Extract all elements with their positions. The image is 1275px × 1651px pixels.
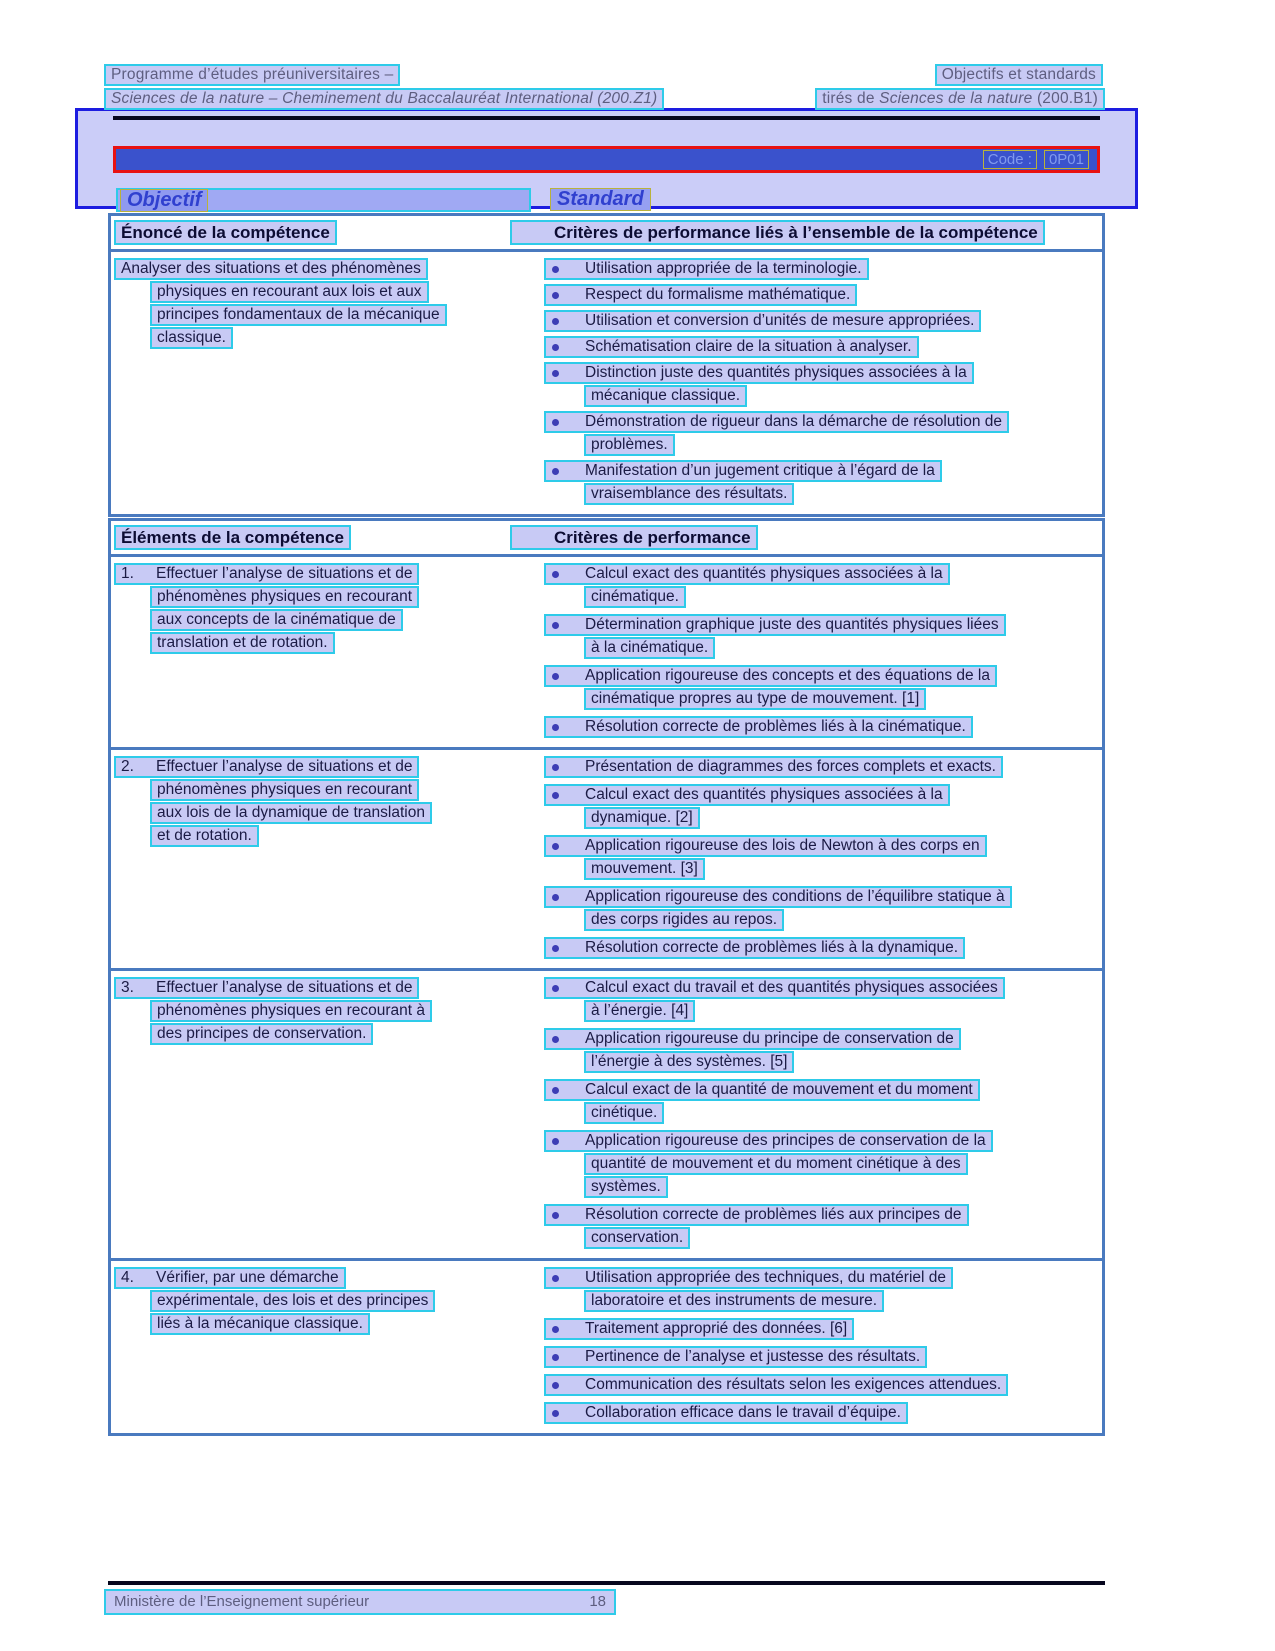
criterion-highlight — [544, 1374, 1008, 1396]
criterion-highlight — [584, 1102, 664, 1124]
criterion-text: Utilisation appropriée de la terminologie. — [585, 260, 862, 277]
criterion — [544, 1130, 1102, 1198]
header-right-line2-suffix: (200.B1) — [1032, 90, 1098, 107]
criterion — [544, 937, 1102, 959]
criterion-first-line — [544, 336, 1102, 358]
criterion — [544, 1402, 1102, 1424]
header-left-line2 — [104, 88, 664, 110]
bullet-icon — [552, 764, 559, 771]
statement-line — [150, 1023, 510, 1045]
header-left-line1 — [104, 64, 400, 86]
statement-text: expérimentale, des lois et des principes — [157, 1292, 429, 1309]
statement-text: phénomènes physiques en recourant — [157, 588, 413, 605]
footer-page-number: 18 — [589, 1593, 606, 1610]
bullet-icon — [552, 1087, 559, 1094]
criterion-text: Application rigoureuse des concepts et des équations de la — [585, 667, 990, 684]
criterion-highlight — [584, 483, 794, 505]
criterion-first-line — [544, 886, 1102, 908]
criterion-text: Distinction juste des quantités physiques associées à la — [585, 364, 967, 381]
criterion-text: Collaboration efficace dans le travail d’équipe. — [585, 1404, 901, 1421]
criterion-text: Application rigoureuse du principe de conservation de — [585, 1030, 954, 1047]
statement-highlight — [150, 1000, 432, 1022]
code-banner — [113, 146, 1100, 173]
statement-highlight — [150, 825, 259, 847]
criterion-text: Traitement approprié des données. [6] — [585, 1320, 848, 1337]
elements-table-header — [111, 521, 1102, 557]
criterion-highlight — [584, 1153, 968, 1175]
criterion-text: mouvement. [3] — [591, 860, 698, 877]
code-label: Code : — [983, 150, 1037, 169]
criterion — [544, 362, 1102, 407]
statement-text: physiques en recourant aux lois et aux — [157, 283, 422, 300]
criterion-text: vraisemblance des résultats. — [591, 485, 788, 502]
item-number: 2. — [121, 758, 134, 775]
bullet-icon — [552, 318, 559, 325]
bullet-icon — [552, 945, 559, 952]
bullet-icon — [552, 571, 559, 578]
criterion-first-line — [544, 1267, 1102, 1289]
statement-highlight — [114, 563, 419, 585]
criterion — [544, 614, 1102, 659]
criterion-highlight — [544, 614, 1006, 636]
bullet-icon — [552, 894, 559, 901]
bullet-icon — [552, 792, 559, 799]
criterion-highlight — [584, 807, 700, 829]
criterion-text: Calcul exact des quantités physiques associées à la — [585, 565, 943, 582]
criterion-highlight — [544, 411, 1009, 433]
criterion-highlight — [544, 1028, 961, 1050]
criterion-first-line — [544, 1374, 1102, 1396]
criterion-highlight — [544, 886, 1012, 908]
criterion-text: Détermination graphique juste des quantités physiques liées — [585, 616, 999, 633]
header-right-line2-course: Sciences de la nature — [879, 90, 1033, 107]
criterion-highlight — [544, 1267, 953, 1289]
criterion — [544, 411, 1102, 456]
criterion-first-line — [544, 362, 1102, 384]
criterion-first-line — [544, 284, 1102, 306]
criterion-highlight — [544, 284, 857, 306]
criterion-first-line — [544, 1402, 1102, 1424]
objectif-highlight-bar — [116, 188, 531, 212]
criterion-line — [584, 586, 1102, 608]
criterion-highlight — [584, 1227, 690, 1249]
criterion-first-line — [544, 1028, 1102, 1050]
criterion-text: Calcul exact de la quantité de mouvement et du moment — [585, 1081, 973, 1098]
criterion-text: dynamique. [2] — [591, 809, 693, 826]
bullet-icon — [552, 724, 559, 731]
criterion-highlight — [544, 756, 1003, 778]
header-right-line2 — [815, 88, 1105, 110]
bullet-icon — [552, 1212, 559, 1219]
criterion-highlight — [544, 977, 1005, 999]
footer-rule — [108, 1581, 1105, 1585]
criterion — [544, 460, 1102, 505]
criterion-line — [584, 858, 1102, 880]
element-row — [111, 1258, 1102, 1433]
statement-line — [150, 779, 510, 801]
criterion-line — [584, 637, 1102, 659]
criterion-text: Application rigoureuse des lois de Newton à des corps en — [585, 837, 980, 854]
criterion-highlight — [544, 1204, 969, 1226]
criterion-text: Respect du formalisme mathématique. — [585, 286, 851, 303]
criterion-highlight — [544, 1079, 980, 1101]
criterion-text: Résolution correcte de problèmes liés aux principes de — [585, 1206, 962, 1223]
statement-text: classique. — [157, 329, 226, 346]
elements-header-left: Éléments de la compétence — [114, 525, 351, 550]
criterion-highlight — [544, 362, 974, 384]
statement-text: Analyser des situations et des phénomènes — [121, 260, 421, 277]
criterion-text: laboratoire et des instruments de mesure. — [591, 1292, 878, 1309]
statement-line — [150, 327, 510, 349]
criterion-line — [584, 1227, 1102, 1249]
bullet-icon — [552, 673, 559, 680]
statement-highlight — [150, 586, 419, 608]
criterion — [544, 310, 1102, 332]
criterion-highlight — [544, 784, 950, 806]
criterion-first-line — [544, 937, 1102, 959]
competence-header-right-cell — [510, 220, 1102, 245]
criterion — [544, 1318, 1102, 1340]
criterion — [544, 1079, 1102, 1124]
criterion-first-line — [544, 784, 1102, 806]
criterion-line — [584, 1000, 1102, 1022]
statement-line — [150, 825, 510, 847]
statement-highlight — [150, 281, 429, 303]
criterion-first-line — [544, 665, 1102, 687]
header-right-line1-text: Objectifs et standards — [935, 64, 1103, 86]
criterion — [544, 1346, 1102, 1368]
statement-text: phénomènes physiques en recourant — [157, 781, 413, 798]
criterion-line — [584, 434, 1102, 456]
criterion-text: Pertinence de l’analyse et justesse des résultats. — [585, 1348, 921, 1365]
item-number: 4. — [121, 1269, 134, 1286]
criterion-first-line — [544, 460, 1102, 482]
criterion-highlight — [584, 1051, 794, 1073]
competence-table-header — [111, 216, 1102, 252]
criterion-text: cinématique. — [591, 588, 679, 605]
header-left-line1-text: Programme d’études préuniversitaires – — [104, 64, 400, 86]
statement-highlight — [150, 802, 432, 824]
criterion-text: l’énergie à des systèmes. [5] — [591, 1053, 788, 1070]
element-row — [111, 557, 1102, 747]
statement-line — [150, 1000, 510, 1022]
criterion — [544, 716, 1102, 738]
statement-highlight — [150, 1313, 370, 1335]
bullet-icon — [552, 1275, 559, 1282]
criterion-text: problèmes. — [591, 436, 668, 453]
criterion-first-line — [544, 1346, 1102, 1368]
competence-header-right: Critères de performance liés à l’ensemble de la compétence — [510, 220, 1045, 245]
criterion-highlight — [584, 858, 705, 880]
criterion-highlight — [584, 385, 747, 407]
bullet-icon — [552, 1382, 559, 1389]
competence-header-left-cell — [111, 220, 510, 245]
elements-header-left-cell — [111, 525, 510, 550]
bullet-icon — [552, 266, 559, 273]
item-number: 1. — [121, 565, 134, 582]
bullet-icon — [552, 843, 559, 850]
criterion-highlight — [584, 688, 926, 710]
criterion — [544, 665, 1102, 710]
criterion-line — [584, 1290, 1102, 1312]
bullet-icon — [552, 344, 559, 351]
statement-line — [150, 632, 510, 654]
criterion-highlight — [584, 909, 784, 931]
statement-highlight — [114, 258, 428, 280]
statement-text: Effectuer l’analyse de situations et de — [156, 565, 413, 582]
bullet-icon — [552, 1036, 559, 1043]
bullet-icon — [552, 292, 559, 299]
criterion-highlight — [544, 835, 987, 857]
statement-text: et de rotation. — [157, 827, 252, 844]
element-statement-cell — [111, 1267, 510, 1425]
footer-text: Ministère de l’Enseignement supérieur — [114, 1593, 370, 1610]
elements-header-right: Critères de performance — [510, 525, 758, 550]
statement-text: principes fondamentaux de la mécanique — [157, 306, 440, 323]
code-value: 0P01 — [1044, 150, 1089, 169]
objectif-heading: Objectif — [120, 189, 208, 212]
criterion-text: Application rigoureuse des conditions de l’équilibre statique à — [585, 888, 1005, 905]
competence-header-left: Énoncé de la compétence — [114, 220, 337, 245]
criterion-highlight — [584, 637, 715, 659]
header-left-line2-text: Sciences de la nature – Cheminement du Baccalauréat International (200.Z1) — [104, 88, 664, 110]
statement-text: aux lois de la dynamique de translation — [157, 804, 425, 821]
criterion — [544, 1267, 1102, 1312]
criterion — [544, 1028, 1102, 1073]
statement-highlight — [150, 327, 233, 349]
statement-text: aux concepts de la cinématique de — [157, 611, 396, 628]
criterion-text: Présentation de diagrammes des forces complets et exacts. — [585, 758, 996, 775]
criterion-highlight — [584, 586, 686, 608]
statement-first-line — [114, 1267, 510, 1289]
element-criteria-cell — [510, 1267, 1102, 1425]
statement-first-line — [114, 756, 510, 778]
criterion-highlight — [584, 1290, 884, 1312]
statement-text: liés à la mécanique classique. — [157, 1315, 363, 1332]
bullet-icon — [552, 1354, 559, 1361]
criterion-first-line — [544, 756, 1102, 778]
bullet-icon — [552, 1326, 559, 1333]
bullet-icon — [552, 985, 559, 992]
statement-line — [150, 586, 510, 608]
statement-text: Vérifier, par une démarche — [156, 1269, 339, 1286]
criterion-text: Calcul exact du travail et des quantités physiques associées — [585, 979, 998, 996]
statement-first-line — [114, 563, 510, 585]
elements-table — [108, 518, 1105, 1436]
statement-line — [150, 609, 510, 631]
criterion-highlight — [584, 434, 675, 456]
element-row — [111, 747, 1102, 968]
criterion — [544, 1374, 1102, 1396]
criterion-text: Résolution correcte de problèmes liés à la cinématique. — [585, 718, 966, 735]
statement-text: Effectuer l’analyse de situations et de — [156, 979, 413, 996]
statement-text: translation et de rotation. — [157, 634, 328, 651]
criterion-text: cinématique propres au type de mouvement. [1] — [591, 690, 920, 707]
element-criteria-cell — [510, 756, 1102, 960]
bullet-icon — [552, 419, 559, 426]
criterion-first-line — [544, 1130, 1102, 1152]
criterion-text: cinétique. — [591, 1104, 658, 1121]
statement-text: des principes de conservation. — [157, 1025, 367, 1042]
criterion-highlight — [544, 1346, 927, 1368]
bullet-icon — [552, 622, 559, 629]
criterion — [544, 284, 1102, 306]
criterion-text: à l’énergie. [4] — [591, 1002, 689, 1019]
criterion-first-line — [544, 411, 1102, 433]
title-box — [75, 108, 1138, 209]
statement-highlight — [150, 1023, 373, 1045]
criterion-highlight — [584, 1000, 695, 1022]
criterion-first-line — [544, 1079, 1102, 1101]
statement-line — [150, 802, 510, 824]
criterion-text: Communication des résultats selon les exigences attendues. — [585, 1376, 1002, 1393]
criterion-text: Schématisation claire de la situation à analyser. — [585, 338, 912, 355]
element-criteria-cell — [510, 977, 1102, 1250]
criterion-line — [584, 1051, 1102, 1073]
criterion-text: quantité de mouvement et du moment cinétique à des — [591, 1155, 961, 1172]
bullet-icon — [552, 1410, 559, 1417]
header-right-line1 — [935, 64, 1103, 86]
criterion-text: Manifestation d’un jugement critique à l’égard de la — [585, 462, 935, 479]
criterion — [544, 258, 1102, 280]
statement-text: phénomènes physiques en recourant à — [157, 1002, 425, 1019]
statement-text: Effectuer l’analyse de situations et de — [156, 758, 413, 775]
criterion-first-line — [544, 563, 1102, 585]
criterion-line — [584, 909, 1102, 931]
criterion-line — [584, 1102, 1102, 1124]
criterion-first-line — [544, 835, 1102, 857]
criterion-highlight — [544, 258, 869, 280]
item-number: 3. — [121, 979, 134, 996]
statement-first-line — [114, 977, 510, 999]
criterion-first-line — [544, 716, 1102, 738]
statement-highlight — [150, 1290, 435, 1312]
criterion-text: Utilisation et conversion d’unités de mesure appropriées. — [585, 312, 975, 329]
footer — [104, 1589, 616, 1615]
criterion-text: Démonstration de rigueur dans la démarche de résolution de — [585, 413, 1003, 430]
criterion-text: mécanique classique. — [591, 387, 741, 404]
criterion — [544, 1204, 1102, 1249]
criterion-highlight — [544, 563, 950, 585]
criterion-first-line — [544, 977, 1102, 999]
criterion — [544, 563, 1102, 608]
criterion-first-line — [544, 614, 1102, 636]
statement-highlight — [150, 609, 403, 631]
criterion-first-line — [544, 1204, 1102, 1226]
elements-header-right-cell — [510, 525, 1102, 550]
element-statement-cell — [111, 977, 510, 1250]
criterion-line — [584, 807, 1102, 829]
element-row — [111, 968, 1102, 1258]
criterion-first-line — [544, 258, 1102, 280]
criterion-highlight — [544, 310, 981, 332]
criterion-first-line — [544, 310, 1102, 332]
criterion-first-line — [544, 1318, 1102, 1340]
statement-highlight — [114, 756, 419, 778]
header-right-line2-prefix: tirés de — [822, 90, 880, 107]
criterion-highlight — [544, 716, 973, 738]
standard-heading: Standard — [550, 188, 651, 211]
criterion-line — [584, 483, 1102, 505]
criterion-line — [584, 385, 1102, 407]
competence-table — [108, 213, 1105, 517]
bullet-icon — [552, 370, 559, 377]
statement-highlight — [114, 977, 419, 999]
bullet-icon — [552, 1138, 559, 1145]
criterion-highlight — [544, 1130, 993, 1152]
criterion-text: conservation. — [591, 1229, 684, 1246]
bullet-icon — [552, 468, 559, 475]
criterion-text: à la cinématique. — [591, 639, 709, 656]
criterion-text: systèmes. — [591, 1178, 661, 1195]
criterion-line — [584, 688, 1102, 710]
criterion-text: Utilisation appropriée des techniques, du matériel de — [585, 1269, 947, 1286]
criterion-line — [584, 1153, 1102, 1175]
criterion-highlight — [544, 937, 965, 959]
statement-line — [150, 1313, 510, 1335]
criterion-text: Application rigoureuse des principes de conservation de la — [585, 1132, 986, 1149]
criterion — [544, 336, 1102, 358]
statement-highlight — [114, 1267, 346, 1289]
criterion-text: Résolution correcte de problèmes liés à la dynamique. — [585, 939, 959, 956]
criterion — [544, 977, 1102, 1022]
criterion-text: des corps rigides au repos. — [591, 911, 778, 928]
statement-line — [150, 304, 510, 326]
statement-highlight — [150, 304, 447, 326]
criterion-line — [584, 1176, 1102, 1198]
criterion-highlight — [584, 1176, 668, 1198]
criterion-highlight — [544, 460, 942, 482]
statement-line — [150, 1290, 510, 1312]
element-statement-cell — [111, 756, 510, 960]
elements-rows — [111, 557, 1102, 1433]
criterion-highlight — [544, 665, 997, 687]
criterion-highlight — [544, 1318, 854, 1340]
criterion-highlight — [544, 1402, 908, 1424]
criterion — [544, 835, 1102, 880]
competence-row — [111, 252, 1102, 514]
criterion — [544, 886, 1102, 931]
statement-highlight — [150, 632, 335, 654]
header-rule — [113, 116, 1100, 120]
element-criteria-cell — [510, 563, 1102, 739]
statement-highlight — [150, 779, 419, 801]
criterion — [544, 756, 1102, 778]
competence-statement-cell — [111, 258, 510, 506]
competence-criteria-cell — [510, 258, 1102, 506]
criterion-text: Calcul exact des quantités physiques associées à la — [585, 786, 943, 803]
statement-line — [150, 281, 510, 303]
criterion — [544, 784, 1102, 829]
statement-first-line — [114, 258, 510, 280]
header-right-line2-text — [815, 88, 1105, 110]
criterion-highlight — [544, 336, 919, 358]
element-statement-cell — [111, 563, 510, 739]
